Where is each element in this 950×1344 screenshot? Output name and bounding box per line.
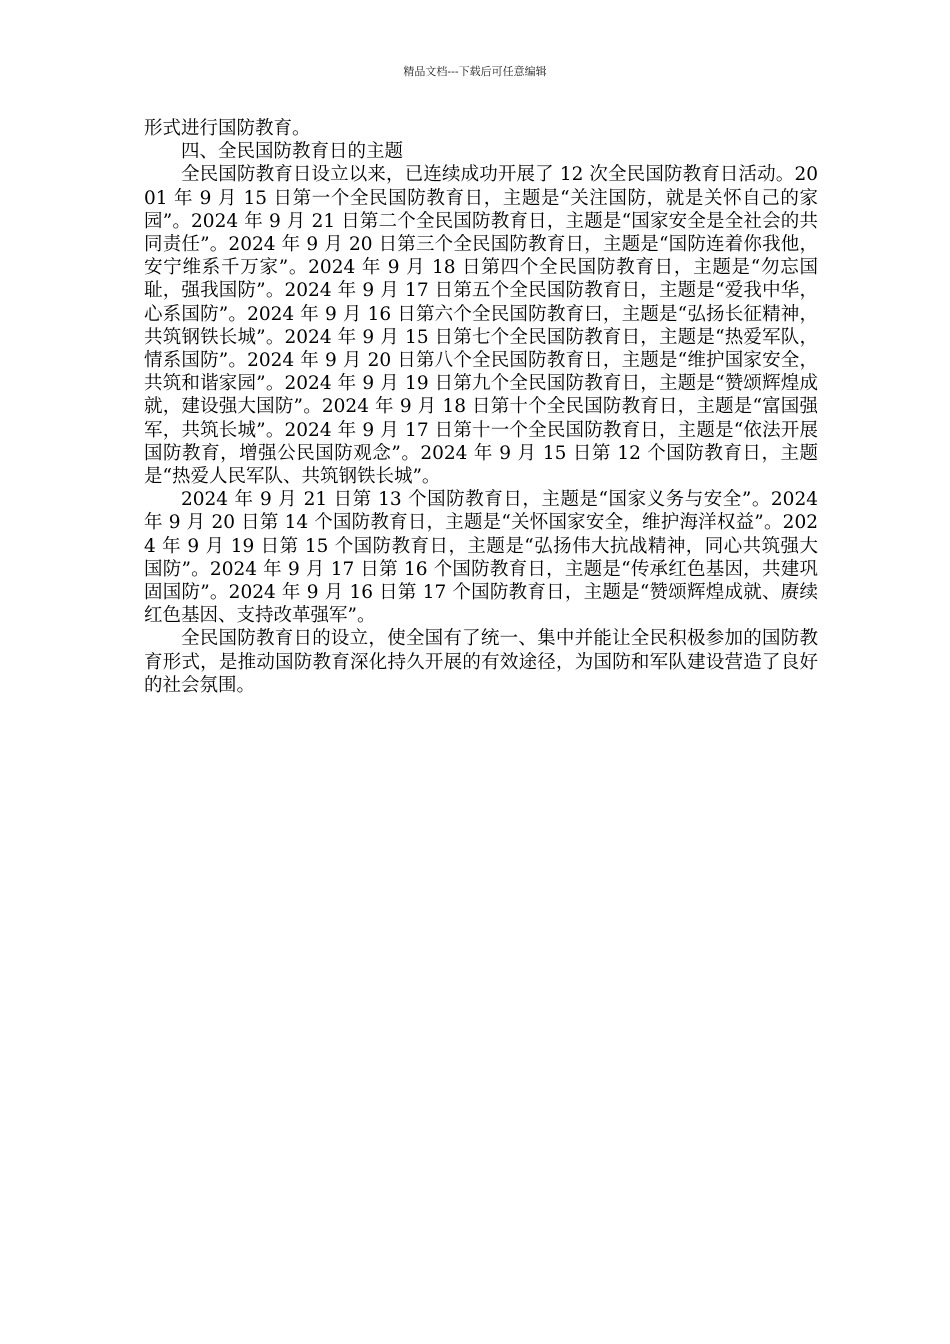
- paragraph-conclusion: 全民国防教育日的设立，使全国有了统一、集中并能让全民积极参加的国防教育形式，是推动国防教育深化持久开展的有效途径，为国防和军队建设营造了良好的社会氛围。: [144, 628, 818, 696]
- page-header: 精品文档---下载后可任意编辑: [403, 65, 547, 78]
- paragraph-themes-1: 全民国防教育日设立以来，已连续成功开展了 12 次全民国防教育日活动。2001 年 9 月 15 日第一个全民国防教育日，主题是“关注国防，就是关怀自己的家园”。2024 年 9 月 21 日第二个全民国防教育日，主题是“国家安全是全社会的共同责任”。2024 年 9 月 20 日第三个全民国防教育日，主题是“国防连着你我他，安宁维系千万家”。2024 年 9 月 18 日第四个全民国防教育日，主题是“勿忘国耻，强我国防”。2024 年 9 月 17 日第五个全民国防教育日，主题是“爱我中华，心系国防”。2024 年 9 月 16 日第六个全民国防教育曰，主题是“弘扬长征精神，共筑钢铁长城”。2024 年 9 月 15 日第七个全民国防教育日，主题是“热爱军队，情系国防”。2024 年 9 月 20 日第八个全民国防教育日，主题是“维护国家安全，共筑和谐家园”。2024 年 9 月 19 日第九个全民国防教育日，主题是“赞颂辉煌成就，建设强大国防”。2024 年 9 月 18 日第十个全民国防教育日，主题是“富国强军，共筑长城”。2024 年 9 月 17 日第十一个全民国防教育日，主题是“依法开展国防教育，增强公民国防观念”。2024 年 9 月 15 日第 12 个国防教育日，主题是“热爱人民军队、共筑钢铁长城”。: [144, 164, 818, 488]
- document-body: [144, 117, 818, 697]
- section-heading: 四、全民国防教育日的主题: [181, 141, 404, 163]
- paragraph-themes-2: 2024 年 9 月 21 日第 13 个国防教育日，主题是“国家义务与安全”。2024 年 9 月 20 日第 14 个国防教育日，主题是“关怀国家安全，维护海洋权益”。2024 年 9 月 19 日第 15 个国防教育日，主题是“弘扬伟大抗战精神，同心共筑强大国防”。2024 年 9 月 17 日第 16 个国防教育日，主题是“传承红色基因，共建巩固国防”。2024 年 9 月 16 日第 17 个国防教育日，主题是“赞颂辉煌成就、赓续红色基因、支持改革强军”。: [144, 489, 818, 627]
- paragraph-continuation: 形式进行国防教育。: [144, 118, 311, 139]
